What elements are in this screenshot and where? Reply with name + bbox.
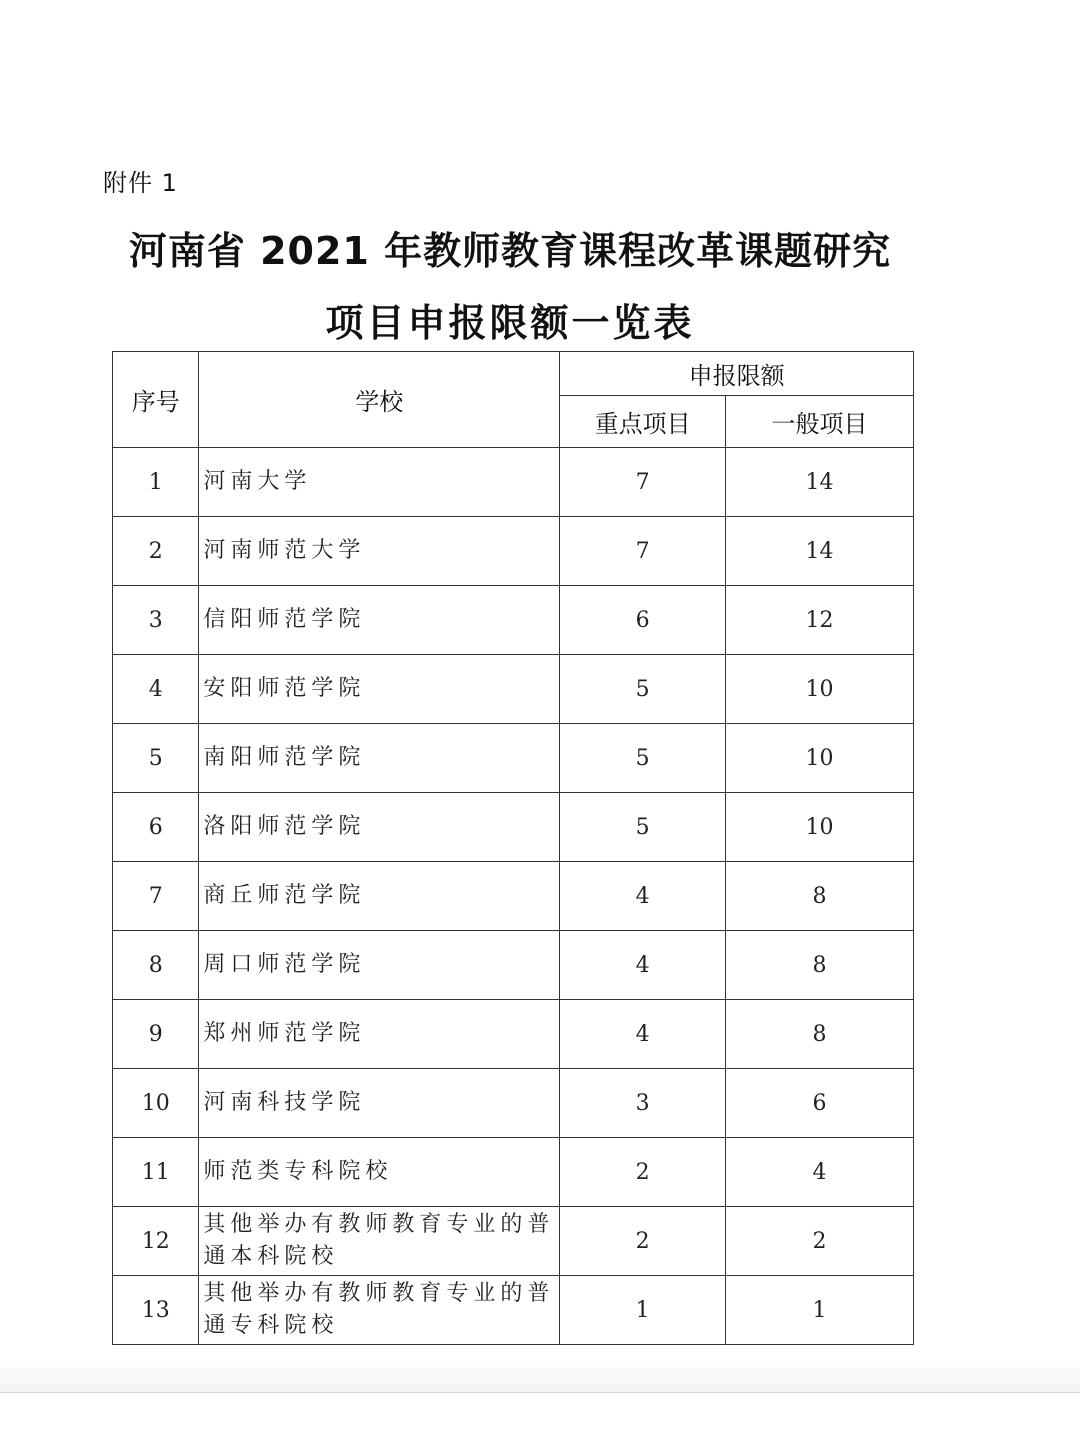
row-general-quota: 6 <box>726 1069 914 1138</box>
row-index: 5 <box>113 724 199 793</box>
row-key-quota: 5 <box>560 724 726 793</box>
row-index: 10 <box>113 1069 199 1138</box>
row-school: 河南师范大学 <box>199 517 560 586</box>
row-general-quota: 14 <box>726 448 914 517</box>
row-key-quota: 6 <box>560 586 726 655</box>
row-school: 师范类专科院校 <box>199 1138 560 1207</box>
row-key-quota: 1 <box>560 1276 726 1345</box>
table-row <box>113 655 914 724</box>
row-general-quota: 10 <box>726 655 914 724</box>
table-row <box>113 931 914 1000</box>
row-school: 商丘师范学院 <box>199 862 560 931</box>
row-school: 信阳师范学院 <box>199 586 560 655</box>
row-key-quota: 5 <box>560 655 726 724</box>
row-key-quota: 4 <box>560 931 726 1000</box>
row-key-quota: 5 <box>560 793 726 862</box>
row-index: 1 <box>113 448 199 517</box>
row-general-quota: 8 <box>726 931 914 1000</box>
table-row <box>113 448 914 517</box>
row-index: 2 <box>113 517 199 586</box>
table-row <box>113 862 914 931</box>
row-school: 南阳师范学院 <box>199 724 560 793</box>
row-key-quota: 7 <box>560 448 726 517</box>
row-key-quota: 7 <box>560 517 726 586</box>
row-index: 6 <box>113 793 199 862</box>
table-row <box>113 1138 914 1207</box>
row-school: 周口师范学院 <box>199 931 560 1000</box>
page-bottom-edge <box>0 1358 1080 1393</box>
row-index: 9 <box>113 1000 199 1069</box>
table-row <box>113 1276 914 1345</box>
row-key-quota: 2 <box>560 1207 726 1276</box>
row-index: 7 <box>113 862 199 931</box>
row-school: 河南科技学院 <box>199 1069 560 1138</box>
row-key-quota: 4 <box>560 1000 726 1069</box>
table-row <box>113 517 914 586</box>
row-general-quota: 10 <box>726 793 914 862</box>
document-title-line-1: 河南省 2021 年教师教育课程改革课题研究 <box>128 229 892 273</box>
row-general-quota: 8 <box>726 1000 914 1069</box>
row-general-quota: 14 <box>726 517 914 586</box>
row-index: 8 <box>113 931 199 1000</box>
header-key-projects: 重点项目 <box>560 396 726 448</box>
row-key-quota: 4 <box>560 862 726 931</box>
quota-table <box>112 351 914 1345</box>
row-index: 11 <box>113 1138 199 1207</box>
table-row <box>113 724 914 793</box>
row-general-quota: 12 <box>726 586 914 655</box>
row-key-quota: 3 <box>560 1069 726 1138</box>
row-school: 河南大学 <box>199 448 560 517</box>
row-general-quota: 2 <box>726 1207 914 1276</box>
row-index: 12 <box>113 1207 199 1276</box>
table-row <box>113 586 914 655</box>
header-index: 序号 <box>113 352 199 448</box>
row-general-quota: 10 <box>726 724 914 793</box>
row-key-quota: 2 <box>560 1138 726 1207</box>
attachment-label: 附件 1 <box>103 169 178 197</box>
row-school: 安阳师范学院 <box>199 655 560 724</box>
row-school: 郑州师范学院 <box>199 1000 560 1069</box>
table-row <box>113 1069 914 1138</box>
table-row <box>113 1207 914 1276</box>
row-general-quota: 1 <box>726 1276 914 1345</box>
row-index: 4 <box>113 655 199 724</box>
header-quota-group: 申报限额 <box>560 352 914 396</box>
table-row <box>113 793 914 862</box>
row-index: 3 <box>113 586 199 655</box>
row-school: 其他举办有教师教育专业的普通专科院校 <box>199 1276 560 1345</box>
row-general-quota: 4 <box>726 1138 914 1207</box>
document-title-line-2: 项目申报限额一览表 <box>325 301 695 345</box>
row-general-quota: 8 <box>726 862 914 931</box>
row-school: 洛阳师范学院 <box>199 793 560 862</box>
header-general-projects: 一般项目 <box>726 396 914 448</box>
row-school: 其他举办有教师教育专业的普通本科院校 <box>199 1207 560 1276</box>
header-school: 学校 <box>199 352 560 448</box>
row-index: 13 <box>113 1276 199 1345</box>
table-row <box>113 1000 914 1069</box>
